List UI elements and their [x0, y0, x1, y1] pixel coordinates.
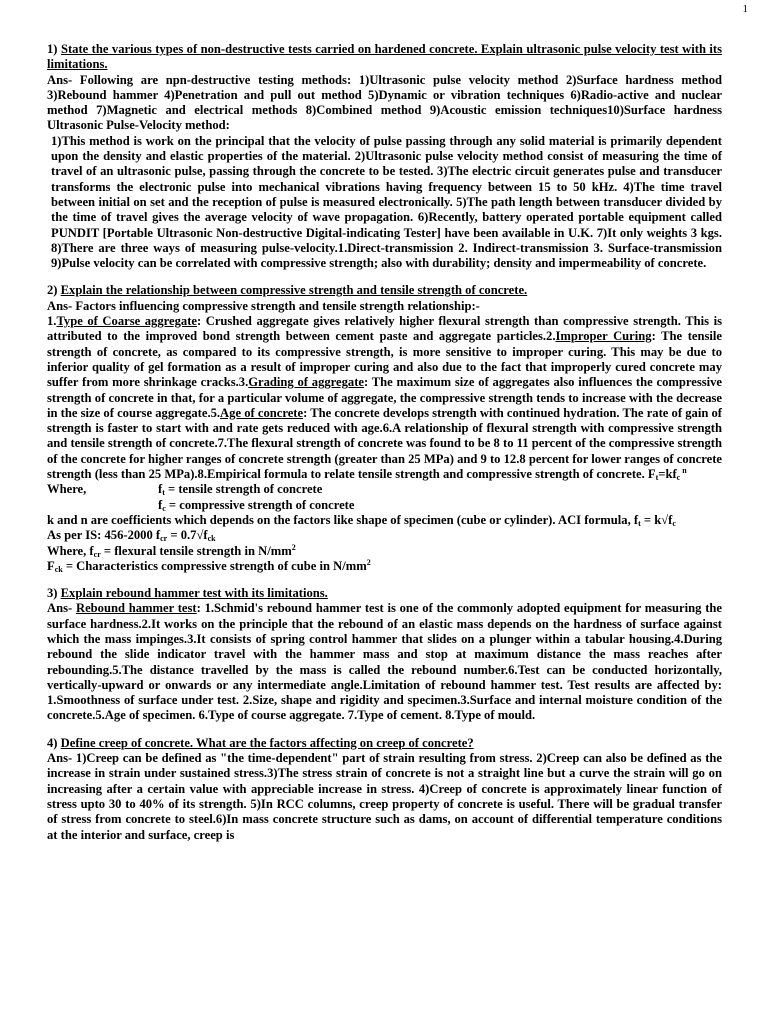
heading-grading-aggregate: Grading of aggregate [248, 375, 365, 390]
question-4 [47, 736, 722, 751]
question-text: Define creep of concrete. What are the factors affecting on creep of concrete? [60, 735, 474, 750]
question-1 [47, 42, 722, 73]
answer-3 [47, 601, 722, 723]
body-text: : The tensile strength of concrete, as compared to its compressive strength, is more sensitive to improper curing. This may be due to inferior quality of gel formation as a result of improper curing and also due to the fact that improperly cured concrete may suffer from more shrinkage cracks.3. [47, 329, 722, 390]
heading-improper-curing: Improper Curing [555, 329, 652, 344]
question-number: 4) [47, 735, 58, 750]
where-label: Where, [47, 482, 87, 497]
formula-ft: $F_t=kf_c$ $^n$ [647, 466, 687, 483]
question-text: Explain the relationship between compressive strength and tensile strength of concrete. [60, 283, 528, 298]
heading-age-concrete: Age of concrete [220, 405, 304, 420]
question-number: 2) [47, 283, 58, 298]
is-formula: As per IS: 456-2000 $f_{cr} = 0.7√f_{ck}$ [47, 528, 216, 544]
point-number: 1. [47, 314, 57, 329]
question-text: State the various types of non-destructive tests carried on hardened concrete. Explain ultrasonic pulse velocity test with its limitations. [47, 42, 722, 72]
page-number: 1 [742, 3, 748, 15]
question-3 [47, 586, 722, 601]
body-text: : Crushed aggregate gives relatively higher flexural strength than compressive strength. This is attributed to the improved bond strength between cement paste and aggregate particles.2. [47, 314, 722, 344]
answer-2-body [47, 314, 722, 482]
body-text: : The maximum size of aggregates also influences the compressive strength of concrete in that, for a particular volume of aggregate, the compressive strength tends to increase with the decrease in the size of course aggregate.5. [47, 375, 723, 420]
body-text: : The concrete develops strength with continued hydration. The rate of gain of strength is faster to start with and rate gets reduced with age.6.A relationship of flexural strength with compressive strength and tensile strength of concrete.7.The flexural strength of concrete was found to be 8 to 11 percent of the compressive strength of the concrete for higher ranges of concrete strength (greater than 25 MPa) and 9 to 12.8 percent for lower ranges of concrete strength (less than 25 MPa).8.Empirical formula to relate tensile strength and compressive strength of concrete. [47, 405, 722, 482]
answer-2-intro: Ans- Factors influencing compressive strength and tensile strength relationship:- [47, 298, 480, 313]
answer-1-detail: 1)This method is work on the principal that the velocity of pulse passing through any solid material is primarily dependent upon the density and elastic properties of the material. 2)Ultrasonic pulse velocity method consist of measuring the time of travel of an ultrasonic pulse, passing through the concrete to be tested. 3)The electric circuit generates pulse and transducer transforms the electronic pulse into mechanical vibrations having frequency between 15 to 50 kHz. 4)The time travel between initial on set and the reception of pulse is measured electronically. 5)The path length between transducer divided by the time of travel gives the average velocity of wave propagation. 6)Recently, battery operated portable equipment called PUNDIT [Portable Ultrasonic Non-destructive Digital-indicating Tester] have been available in U.K. 7)It only weights 3 kgs. 8)There are three ways of measuring pulse-velocity.1.Direct-transmission 2. Indirect-transmission 3. Surface-transmission 9)Pulse velocity can be correlated with compressive strength; also with durability; density and impermeability of concrete. [51, 133, 722, 271]
body-text: : 1.Schmid's rebound hammer test is one of the commonly adopted equipment for measuring the surface hardness.2.It works on the principle that the rebound of an elastic mass depends on the hardness of surface against which the mass impinges.3.It consists of spring control hammer that slides on a plunger within a tabular housing.4.During rebound the slide indicator travel with the hammer mass and stop at maximum distance the mass reaches after rebounding.5.The distance travelled by the mass is called the rebound number.6.Test can be conducted horizontally, vertically-upward or onwards or any intermediate angle.Limitation of rebound hammer test. Test results are affected by: 1.Smoothness of surface under test. 2.Size, shape and rigidity and specimen.3.Surface and internal moisture condition of the concrete.5.Age of specimen. 6.Type of course aggregate. 7.Type of cement. 8.Type of mould. [47, 601, 722, 723]
question-text: Explain rebound hammer test with its limitations. [60, 586, 328, 601]
heading-rebound-hammer: Rebound hammer test [75, 601, 197, 616]
question-number: 3) [47, 586, 58, 601]
where-fcr: Where, $f_{cr}$ = flexural tensile strength in $N/mm^2$ [47, 542, 296, 559]
answer-1: Ans- Following are npn-destructive testing methods: 1)Ultrasonic pulse velocity method 2)Surface hardness method 3)Rebound hammer 4)Penetration and pull out method 5)Dynamic or vibration techniques 6)Radio-active and nuclear method 7)Magnetic and electrical methods 8)Combined method 9)Acoustic emission techniques10)Surface hardness Ultrasonic Pulse-Velocity method: [47, 72, 722, 133]
where-ft: $f_t$ = tensile strength of concrete [158, 482, 323, 498]
question-2 [47, 283, 722, 298]
question-number: 1) [47, 42, 58, 56]
document-page [47, 42, 722, 843]
kn-coefficients: k and n are coefficients which depends on the factors like shape of specimen (cube or cylinder). ACI formula, $f_t = k√f_c$ [47, 512, 676, 528]
answer-label: Ans- [47, 601, 76, 616]
where-block [47, 482, 722, 497]
answer-4: Ans- 1)Creep can be defined as "the time-dependent" part of strain resulting from stress. 2)Creep can also be defined as the increase in strain under sustained stress.3)The stress strain of concrete is not a straight line but a curve the strain will go on increasing after a certain value with appreciable increase in stress. 4)Creep of concrete is approximately linear function of stress upto 30 to 40% of its strength. 5)In RCC columns, creep property of concrete is useful. There will be gradual transfer of stress from concrete to steel.6)In mass concrete structure such as dams, on account of differential temperature conditions at the interior and surface, creep is [47, 751, 722, 842]
fck-definition: $F_{ck}$ = Characteristics compressive strength of cube in $N/mm^2$ [47, 557, 371, 574]
where-fc: $f_c$ = compressive strength of concrete [158, 497, 355, 513]
heading-coarse-aggregate: Type of Coarse aggregate [56, 314, 197, 329]
